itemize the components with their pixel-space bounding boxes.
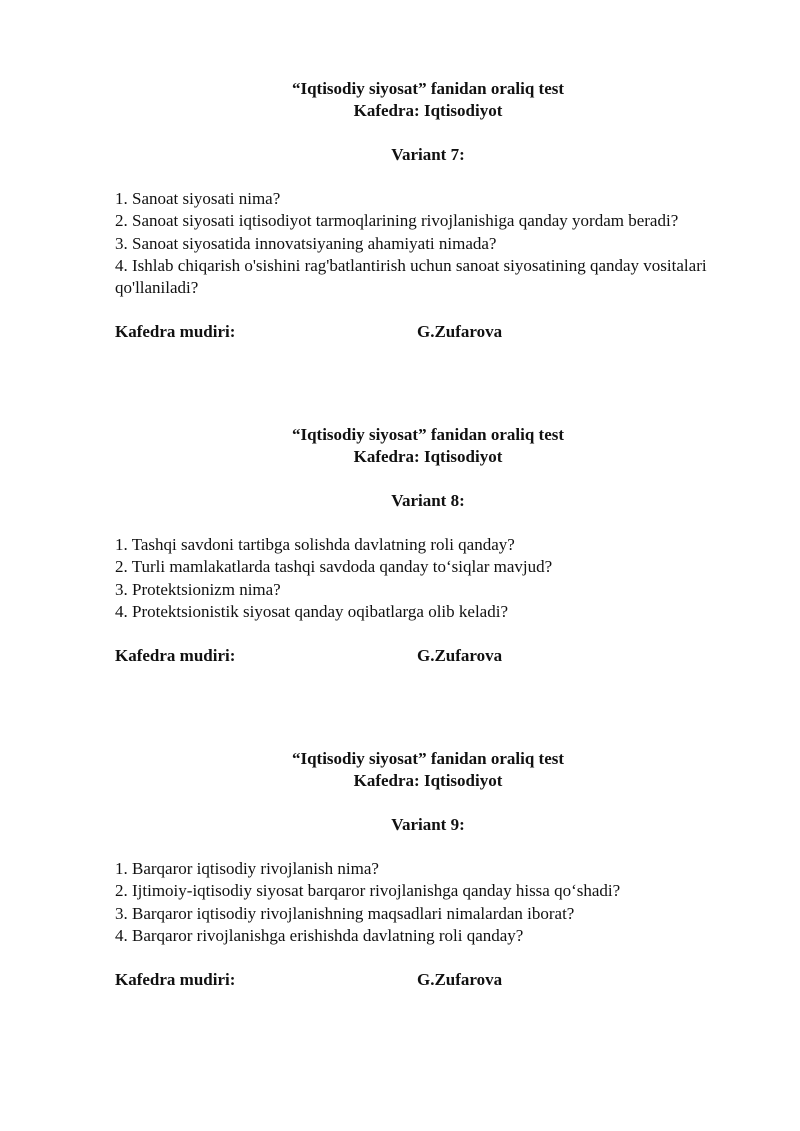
question-item: 1. Barqaror iqtisodiy rivojlanish nima?	[115, 859, 379, 878]
test-section-variant-9	[0, 748, 800, 991]
test-title: “Iqtisodiy siyosat” fanidan oraliq test	[291, 79, 565, 98]
variant-heading: Variant 8:	[391, 491, 465, 510]
test-section-variant-8	[0, 424, 800, 667]
question-item: 4. Barqaror rivojlanishga erishishda davlatning roli qanday?	[115, 925, 524, 945]
signature-name: G.Zufarova	[417, 970, 503, 990]
question-list	[0, 188, 800, 299]
test-title: “Iqtisodiy siyosat” fanidan oraliq test	[291, 749, 565, 768]
question-item: 3. Barqaror iqtisodiy rivojlanishning maqsadlari nimalardan iborat?	[115, 903, 575, 923]
variant-heading: Variant 7:	[391, 145, 465, 164]
question-item: 3. Sanoat siyosatida innovatsiyaning ahamiyati nimada?	[115, 233, 497, 253]
question-item: 1. Sanoat siyosati nima?	[115, 189, 281, 208]
question-item: 2. Sanoat siyosati iqtisodiyot tarmoqlarining rivojlanishiga qanday yordam beradi?	[115, 211, 679, 231]
signature-label: Kafedra mudiri:	[115, 646, 236, 666]
department-label: Kafedra: Iqtisodiyot	[353, 101, 503, 120]
question-item: 2. Ijtimoiy-iqtisodiy siyosat barqaror rivojlanishga qanday hissa qo‘shadi?	[115, 881, 621, 901]
question-list	[0, 858, 800, 947]
question-item: 2. Turli mamlakatlarda tashqi savdoda qanday to‘siqlar mavjud?	[115, 557, 553, 577]
department-label: Kafedra: Iqtisodiyot	[353, 771, 503, 790]
signature-label: Kafedra mudiri:	[115, 970, 236, 990]
question-item: 1. Tashqi savdoni tartibga solishda davlatning roli qanday?	[115, 535, 515, 554]
question-item: 4. Protektsionistik siyosat qanday oqibatlarga olib keladi?	[115, 601, 508, 621]
signature-name: G.Zufarova	[417, 646, 503, 666]
signature-line	[0, 969, 800, 991]
question-list	[0, 534, 800, 623]
question-item: 3. Protektsionizm nima?	[115, 579, 281, 599]
signature-label: Kafedra mudiri:	[115, 322, 236, 342]
department-label: Kafedra: Iqtisodiyot	[353, 447, 503, 466]
variant-heading: Variant 9:	[391, 815, 465, 834]
test-section-variant-7	[0, 78, 800, 343]
test-title: “Iqtisodiy siyosat” fanidan oraliq test	[291, 425, 565, 444]
signature-name: G.Zufarova	[417, 322, 503, 342]
question-item: 4. Ishlab chiqarish o'sishini rag'batlantirish uchun sanoat siyosatining qanday vositalari qo'llaniladi?	[115, 255, 707, 298]
signature-line	[0, 645, 800, 667]
signature-line	[0, 321, 800, 343]
